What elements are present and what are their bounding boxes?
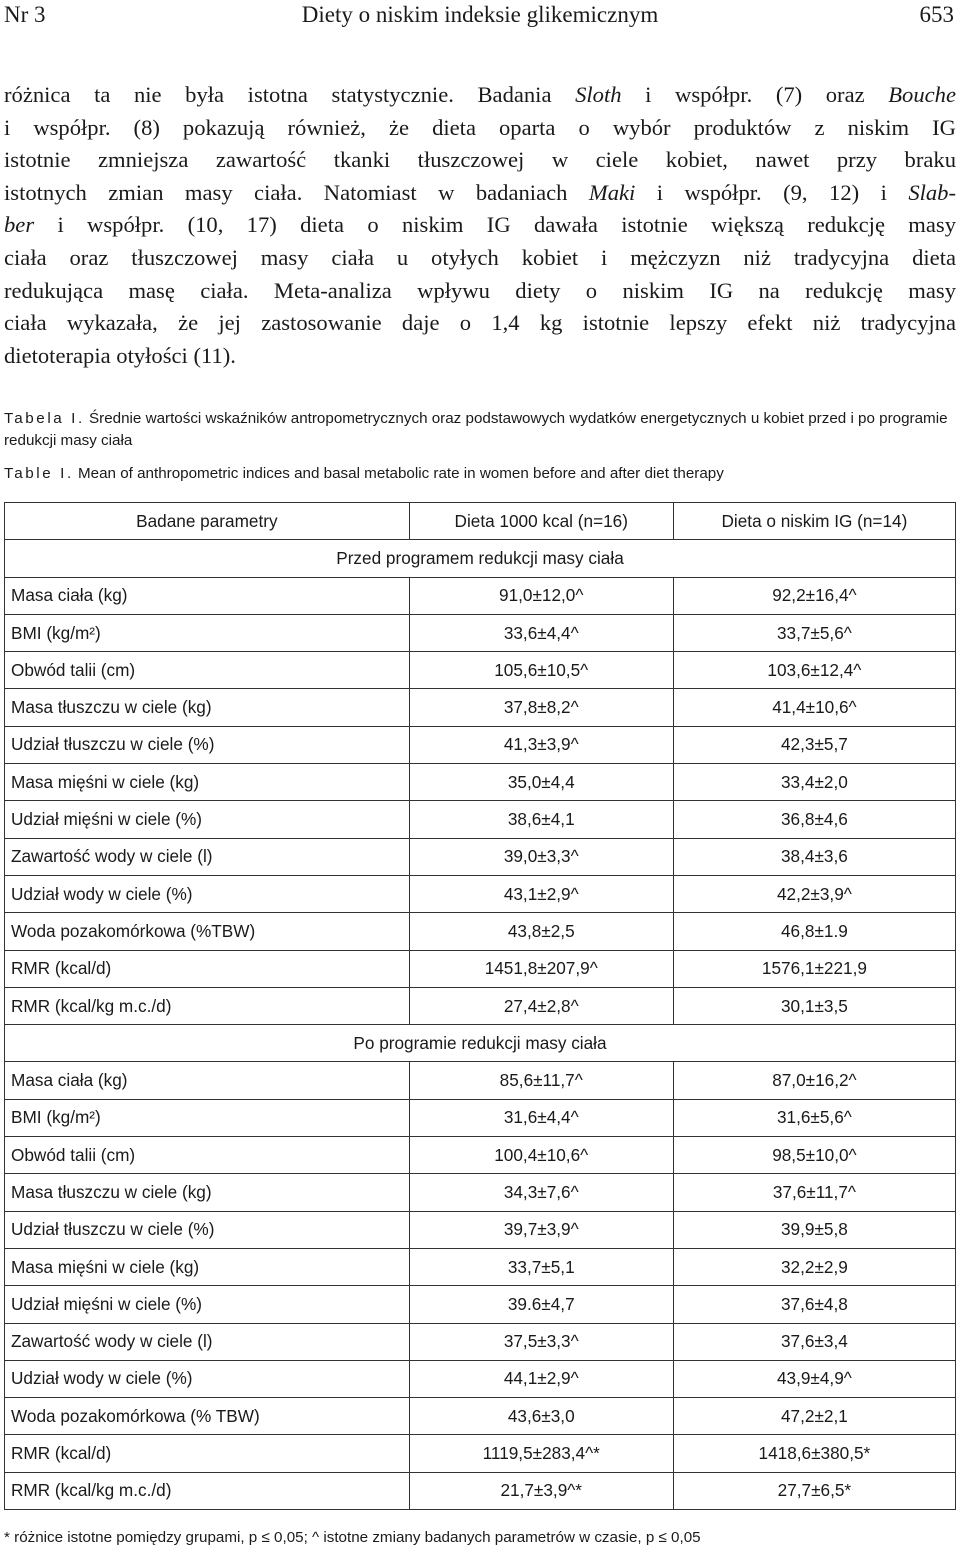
table-row xyxy=(5,801,956,838)
paragraph-line xyxy=(4,209,956,242)
italic-author-name: ber xyxy=(4,212,35,238)
parameter-name-cell: Zawartość wody w ciele (l) xyxy=(5,1323,410,1360)
diet-low-gi-value-cell: 42,2±3,9^ xyxy=(673,875,955,912)
diet-1000-value-cell: 37,8±8,2^ xyxy=(409,689,673,726)
section-before-diet-label: Przed programem redukcji masy ciała xyxy=(5,540,956,577)
parameter-name-cell: Masa tłuszczu w ciele (kg) xyxy=(5,689,410,726)
parameter-name-cell: RMR (kcal/kg m.c./d) xyxy=(5,1472,410,1509)
paragraph-text: ciała oraz tłuszczowej masy ciała u otyłych kobiet i mężczyzn niż tradycyjna dieta xyxy=(4,244,956,270)
table-row xyxy=(5,838,956,875)
diet-low-gi-value-cell: 42,3±5,7 xyxy=(673,726,955,763)
page-number: 653 xyxy=(919,2,954,27)
table-row xyxy=(5,1360,956,1397)
diet-1000-value-cell: 37,5±3,3^ xyxy=(409,1323,673,1360)
italic-author-name: Sloth xyxy=(575,82,622,107)
parameter-name-cell: Masa mięśni w ciele (kg) xyxy=(5,764,410,801)
table-header-row xyxy=(5,503,956,540)
diet-low-gi-value-cell: 37,6±4,8 xyxy=(673,1286,955,1323)
diet-1000-value-cell: 43,8±2,5 xyxy=(409,913,673,950)
paragraph-text: istotnie zmniejsza zawartość tkanki tłuszczowej w ciele kobiet, nawet przy braku xyxy=(4,147,956,173)
paragraph-line xyxy=(4,79,956,112)
table-row xyxy=(5,1174,956,1211)
table-label-polish: Tabela I. xyxy=(4,410,85,427)
diet-low-gi-value-cell: 46,8±1.9 xyxy=(673,913,955,950)
parameter-name-cell: Udział wody w ciele (%) xyxy=(5,1360,410,1397)
diet-1000-value-cell: 39,0±3,3^ xyxy=(409,838,673,875)
parameter-name-cell: Woda pozakomórkowa (% TBW) xyxy=(5,1398,410,1435)
table-row xyxy=(5,764,956,801)
diet-1000-value-cell: 33,6±4,4^ xyxy=(409,614,673,651)
table-row xyxy=(5,1286,956,1323)
diet-low-gi-value-cell: 33,7±5,6^ xyxy=(673,614,955,651)
issue-number: Nr 3 xyxy=(4,2,46,27)
paragraph-text: i współpr. (7) oraz xyxy=(621,82,889,107)
parameter-name-cell: Udział tłuszczu w ciele (%) xyxy=(5,726,410,763)
table-row xyxy=(5,1062,956,1099)
italic-author-name: Slab- xyxy=(908,179,957,205)
italic-author-name: Bouche xyxy=(888,82,956,107)
table-row xyxy=(5,652,956,689)
italic-author-name: Maki xyxy=(588,179,636,205)
section-before-diet xyxy=(5,540,956,577)
diet-1000-value-cell: 34,3±7,6^ xyxy=(409,1174,673,1211)
diet-low-gi-value-cell: 37,6±11,7^ xyxy=(673,1174,955,1211)
parameter-name-cell: RMR (kcal/d) xyxy=(5,1435,410,1472)
diet-low-gi-value-cell: 27,7±6,5* xyxy=(673,1472,955,1509)
diet-1000-value-cell: 39,7±3,9^ xyxy=(409,1211,673,1248)
diet-low-gi-value-cell: 41,4±10,6^ xyxy=(673,689,955,726)
parameter-name-cell: Masa mięśni w ciele (kg) xyxy=(5,1248,410,1285)
table-caption-english xyxy=(4,463,956,485)
table-row xyxy=(5,1099,956,1136)
parameter-name-cell: BMI (kg/m²) xyxy=(5,614,410,651)
diet-1000-value-cell: 33,7±5,1 xyxy=(409,1248,673,1285)
diet-low-gi-value-cell: 30,1±3,5 xyxy=(673,987,955,1024)
diet-low-gi-value-cell: 33,4±2,0 xyxy=(673,764,955,801)
diet-1000-value-cell: 21,7±3,9^* xyxy=(409,1472,673,1509)
paragraph-text: i współpr. (10, 17) dieta o niskim IG dawała istotnie większą redukcję masy xyxy=(34,212,956,238)
parameter-name-cell: BMI (kg/m²) xyxy=(5,1099,410,1136)
paragraph-line xyxy=(4,112,956,145)
diet-low-gi-value-cell: 38,4±3,6 xyxy=(673,838,955,875)
diet-1000-value-cell: 41,3±3,9^ xyxy=(409,726,673,763)
diet-low-gi-value-cell: 39,9±5,8 xyxy=(673,1211,955,1248)
paragraph-text: dietoterapia otyłości (11). xyxy=(4,342,236,368)
diet-1000-value-cell: 43,6±3,0 xyxy=(409,1398,673,1435)
table-row xyxy=(5,987,956,1024)
paragraph-text: istotnych zmian masy ciała. Natomiast w badaniach xyxy=(4,179,589,205)
table-footnote: * różnice istotne pomiędzy grupami, p ≤ 0,05; ^ istotne zmiany badanych parametrów w czasie, p ≤ 0,05 xyxy=(4,1529,701,1546)
section-after-diet xyxy=(5,1025,956,1062)
table-row xyxy=(5,875,956,912)
diet-low-gi-value-cell: 98,5±10,0^ xyxy=(673,1137,955,1174)
parameter-name-cell: Udział tłuszczu w ciele (%) xyxy=(5,1211,410,1248)
table-row xyxy=(5,614,956,651)
header-parameters: Badane parametry xyxy=(5,503,410,540)
running-header xyxy=(0,0,960,34)
diet-1000-value-cell: 85,6±11,7^ xyxy=(409,1062,673,1099)
diet-low-gi-value-cell: 31,6±5,6^ xyxy=(673,1099,955,1136)
header-diet-1000: Dieta 1000 kcal (n=16) xyxy=(409,503,673,540)
section-after-diet-label: Po programie redukcji masy ciała xyxy=(5,1025,956,1062)
paragraph-line xyxy=(4,242,956,275)
table-row xyxy=(5,1323,956,1360)
table-row xyxy=(5,1137,956,1174)
table-row xyxy=(5,726,956,763)
table-row xyxy=(5,689,956,726)
diet-1000-value-cell: 44,1±2,9^ xyxy=(409,1360,673,1397)
parameter-name-cell: Obwód talii (cm) xyxy=(5,652,410,689)
diet-low-gi-value-cell: 47,2±2,1 xyxy=(673,1398,955,1435)
diet-1000-value-cell: 27,4±2,8^ xyxy=(409,987,673,1024)
diet-1000-value-cell: 105,6±10,5^ xyxy=(409,652,673,689)
parameter-name-cell: Masa tłuszczu w ciele (kg) xyxy=(5,1174,410,1211)
running-title: Diety o niskim indeksie glikemicznym xyxy=(301,2,659,27)
parameter-name-cell: Woda pozakomórkowa (%TBW) xyxy=(5,913,410,950)
table-row xyxy=(5,1248,956,1285)
paragraph-line xyxy=(4,340,956,373)
table-caption-english-text: Mean of anthropometric indices and basal metabolic rate in women before and after diet therapy xyxy=(73,465,724,482)
diet-1000-value-cell: 100,4±10,6^ xyxy=(409,1137,673,1174)
parameter-name-cell: Obwód talii (cm) xyxy=(5,1137,410,1174)
table-row xyxy=(5,950,956,987)
paragraph-line xyxy=(4,177,956,210)
diet-low-gi-value-cell: 87,0±16,2^ xyxy=(673,1062,955,1099)
paragraph-text: i współpr. (9, 12) i xyxy=(635,179,909,205)
diet-low-gi-value-cell: 92,2±16,4^ xyxy=(673,577,955,614)
paragraph-line xyxy=(4,275,956,308)
parameter-name-cell: Udział wody w ciele (%) xyxy=(5,875,410,912)
diet-low-gi-value-cell: 103,6±12,4^ xyxy=(673,652,955,689)
diet-low-gi-value-cell: 43,9±4,9^ xyxy=(673,1360,955,1397)
diet-low-gi-value-cell: 32,2±2,9 xyxy=(673,1248,955,1285)
table-label-english: Table I. xyxy=(4,465,74,482)
diet-1000-value-cell: 91,0±12,0^ xyxy=(409,577,673,614)
diet-low-gi-value-cell: 36,8±4,6 xyxy=(673,801,955,838)
body-paragraph xyxy=(4,79,956,372)
diet-1000-value-cell: 35,0±4,4 xyxy=(409,764,673,801)
diet-low-gi-value-cell: 37,6±3,4 xyxy=(673,1323,955,1360)
diet-1000-value-cell: 38,6±4,1 xyxy=(409,801,673,838)
parameter-name-cell: Masa ciała (kg) xyxy=(5,1062,410,1099)
parameter-name-cell: RMR (kcal/kg m.c./d) xyxy=(5,987,410,1024)
diet-low-gi-value-cell: 1418,6±380,5* xyxy=(673,1435,955,1472)
paragraph-text: redukująca masę ciała. Meta-analiza wpływu diety o niskim IG na redukcję masy xyxy=(4,277,956,303)
diet-low-gi-value-cell: 1576,1±221,9 xyxy=(673,950,955,987)
table-caption-polish xyxy=(4,408,956,452)
diet-1000-value-cell: 1119,5±283,4^* xyxy=(409,1435,673,1472)
paragraph-text: różnica ta nie była istotna statystycznie. Badania xyxy=(4,82,576,107)
paragraph-text: i współpr. (8) pokazują również, że dieta oparta o wybór produktów z niskim IG xyxy=(4,114,956,140)
header-diet-low-gi: Dieta o niskim IG (n=14) xyxy=(673,503,955,540)
diet-1000-value-cell: 39.6±4,7 xyxy=(409,1286,673,1323)
parameter-name-cell: Udział mięśni w ciele (%) xyxy=(5,1286,410,1323)
paragraph-line xyxy=(4,307,956,340)
table-caption-polish-text: Średnie wartości wskaźników antropometrycznych oraz podstawowych wydatków energetycznych u kobiet przed i po programie redukcji masy ciała xyxy=(4,410,948,449)
diet-1000-value-cell: 1451,8±207,9^ xyxy=(409,950,673,987)
table-row xyxy=(5,1435,956,1472)
table-row xyxy=(5,1472,956,1509)
parameter-name-cell: Zawartość wody w ciele (l) xyxy=(5,838,410,875)
parameter-name-cell: RMR (kcal/d) xyxy=(5,950,410,987)
paragraph-line xyxy=(4,144,956,177)
table-row xyxy=(5,1211,956,1248)
results-table xyxy=(4,502,956,1510)
diet-1000-value-cell: 31,6±4,4^ xyxy=(409,1099,673,1136)
diet-1000-value-cell: 43,1±2,9^ xyxy=(409,875,673,912)
table-row xyxy=(5,1398,956,1435)
table-row xyxy=(5,577,956,614)
paragraph-text: ciała wykazała, że jej zastosowanie daje o 1,4 kg istotnie lepszy efekt niż tradycyjna xyxy=(4,310,956,336)
table-row xyxy=(5,913,956,950)
parameter-name-cell: Masa ciała (kg) xyxy=(5,577,410,614)
parameter-name-cell: Udział mięśni w ciele (%) xyxy=(5,801,410,838)
